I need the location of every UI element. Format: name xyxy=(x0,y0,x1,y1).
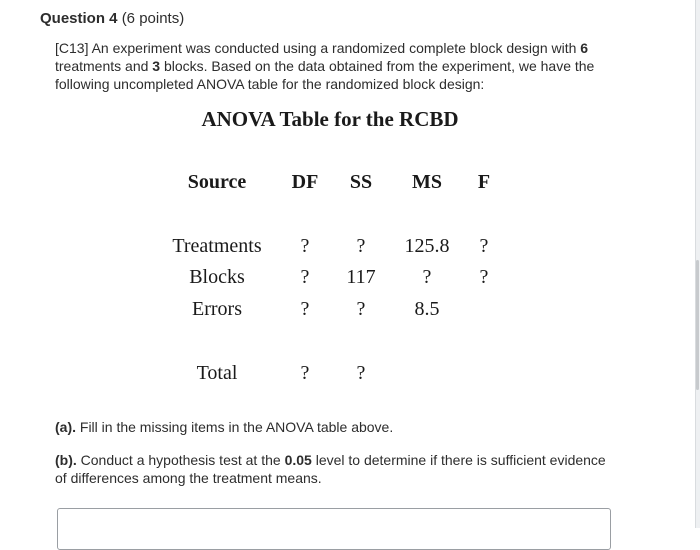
question-title: Question 4 xyxy=(40,10,118,27)
part-a-text: Fill in the missing items in the ANOVA table above. xyxy=(76,419,394,435)
row-source-errors: Errors xyxy=(192,298,242,320)
cell-errors-ms: 8.5 xyxy=(414,298,440,320)
cell-blocks-ms: ? xyxy=(422,266,432,288)
question-stem xyxy=(55,39,625,93)
stem-text-1: [C13] An experiment was conducted using a randomized complete block design with xyxy=(55,40,581,56)
row-source-treatments: Treatments xyxy=(172,235,262,257)
anova-table-title: ANOVA Table for the RCBD xyxy=(201,107,459,131)
answer-text-area[interactable] xyxy=(57,508,611,550)
part-b-text-1: Conduct a hypothesis test at the xyxy=(76,452,285,468)
part-b xyxy=(55,451,615,487)
header-ss: SS xyxy=(349,171,373,193)
cell-total-ss: ? xyxy=(356,362,366,384)
stem-text-2: treatments and xyxy=(55,58,153,74)
treatments-count: 6 xyxy=(580,40,589,56)
row-source-total: Total xyxy=(196,362,238,384)
cell-treatments-df: ? xyxy=(300,235,310,257)
part-b-text-2: level to determine if there is sufficient evidence of differences among the treatment means. xyxy=(55,452,606,486)
stem-text-3: blocks. Based on the data obtained from the experiment, we have the following uncompleted ANOVA table for the randomized block design: xyxy=(55,58,595,92)
blocks-count: 3 xyxy=(152,58,161,74)
cell-errors-df: ? xyxy=(300,298,310,320)
cell-errors-ss: ? xyxy=(356,298,366,320)
cell-treatments-ss: ? xyxy=(356,235,366,257)
cell-treatments-f: ? xyxy=(479,235,489,257)
cell-blocks-ss: 117 xyxy=(346,266,376,288)
question-points: (6 points) xyxy=(121,10,185,27)
part-a-label: (a). xyxy=(55,419,76,435)
header-source: Source xyxy=(187,171,247,193)
cell-total-df: ? xyxy=(300,362,310,384)
cell-blocks-df: ? xyxy=(300,266,310,288)
row-source-blocks: Blocks xyxy=(189,266,245,288)
question-header xyxy=(40,10,184,27)
cell-blocks-f: ? xyxy=(479,266,489,288)
part-a xyxy=(55,418,615,436)
part-b-label: (b). xyxy=(55,452,77,468)
header-df: DF xyxy=(291,171,319,193)
cell-treatments-ms: 125.8 xyxy=(404,235,450,257)
scrollbar-thumb[interactable] xyxy=(696,260,699,390)
header-f: F xyxy=(477,171,491,193)
part-b-level: 0.05 xyxy=(284,452,312,468)
header-ms: MS xyxy=(412,171,442,193)
